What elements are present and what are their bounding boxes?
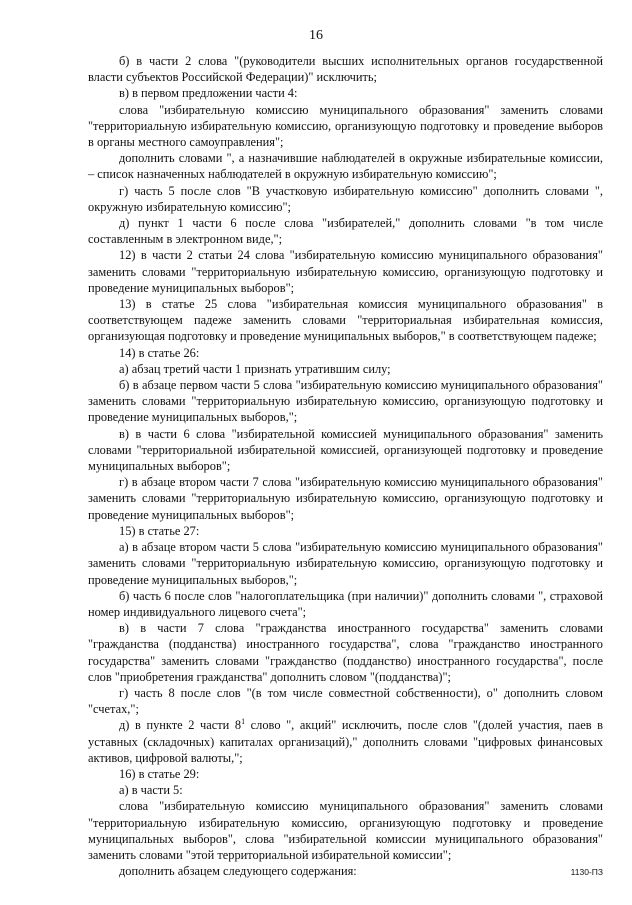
paragraph: г) часть 8 после слов "(в том числе совместной собственности), о" дополнить словом "счетах,";: [88, 685, 603, 717]
paragraph-text-after: слово ", акций" исключить, после слов "(долей участия, паев в уставных (складочных) капиталах организаций)," дополнить словами "цифровых финансовых активов, цифровой валюты,";: [88, 718, 603, 765]
page-number: 16: [309, 28, 323, 43]
paragraph: б) в абзаце первом части 5 слова "избирательную комиссию муниципального образования" заменить словами "территориальную избирательную комиссию, организующую подготовку и проведение муниципальных выборов,";: [88, 378, 603, 425]
paragraph: г) в абзаце втором части 7 слова "избирательную комиссию муниципального образования" заменить словами "территориальную избирательную комиссию, организующую подготовку и проведение муниципальных выборов";: [88, 475, 603, 522]
superscript: 1: [241, 717, 246, 727]
paragraph: а) абзац третий части 1 признать утратившим силу;: [119, 361, 391, 376]
paragraph: 16) в статье 29:: [119, 766, 200, 781]
paragraph: в) в части 7 слова "гражданства иностранного государства" заменить словами "гражданства (подданства) иностранного государства", слова "гражданство иностранного государства" заменить словами "гражданство (подданство) иностранного государства", после слов "приобретения гражданства" дополнить словом "(подданства)";: [88, 621, 603, 684]
paragraph: 15) в статье 27:: [119, 523, 200, 538]
paragraph: 13) в статье 25 слова "избирательная комиссия муниципального образования" в соответствующем падеже заменить словами "территориальная избирательная комиссия, организующая подготовку и проведение муниципальных выборов," в соответствующем падеже;: [88, 297, 603, 344]
paragraph: б) часть 6 после слов "налогоплательщика (при наличии)" дополнить словами ", страховой номер индивидуального лицевого счета";: [88, 588, 603, 619]
paragraph: дополнить словами ", а назначившие наблюдателей в окружные избирательные комиссии, – список назначенных наблюдателей в окружную избирательную комиссию";: [88, 151, 603, 182]
paragraph: д) пункт 1 части 6 после слова "избирателей," дополнить словами "в том числе составленным в электронном виде,";: [88, 216, 603, 247]
paragraph: [88, 717, 603, 766]
document-body: [88, 53, 603, 879]
paragraph: 12) в части 2 статьи 24 слова "избирательную комиссию муниципального образования" заменить словами "территориальную избирательную комиссию, организующую подготовку и проведение муниципальных выборов";: [88, 248, 603, 295]
paragraph: слова "избирательную комиссию муниципального образования" заменить словами "территориальную избирательную комиссию, организующую подготовку и проведение выборов в органы местного самоуправления";: [88, 102, 603, 150]
paragraph: 14) в статье 26:: [119, 345, 200, 360]
paragraph: в) в части 6 слова "избирательной комиссией муниципального образования" заменить словами "территориальной избирательной комиссией, организующей подготовку и проведение муниципальных выборов";: [88, 426, 603, 474]
paragraph: слова "избирательную комиссию муниципального образования" заменить словами "территориальную избирательную комиссию, организующую подготовку и проведение муниципальных выборов", слова "избирательной комиссии муниципального образования" заменить словами "этой территориальной избирательной комиссии";: [88, 799, 603, 862]
paragraph-text-before: д) в пункте 2 части 8: [119, 718, 242, 733]
paragraph: а) в части 5:: [119, 783, 183, 798]
paragraph: дополнить абзацем следующего содержания:: [119, 864, 357, 879]
document-code: 1130-ПЗ: [570, 867, 603, 877]
paragraph: б) в части 2 слова "(руководители высших исполнительных органов государственной власти субъектов Российской Федерации)" исключить;: [88, 54, 603, 85]
paragraph: г) часть 5 после слов "В участковую избирательную комиссию" дополнить словами ", окружную избирательную комиссию";: [88, 183, 603, 214]
paragraph: в) в первом предложении части 4:: [119, 86, 298, 101]
paragraph: а) в абзаце втором части 5 слова "избирательную комиссию муниципального образования" заменить словами "территориальную избирательную комиссию, организующую подготовку и проведение муниципальных выборов,";: [88, 540, 603, 587]
